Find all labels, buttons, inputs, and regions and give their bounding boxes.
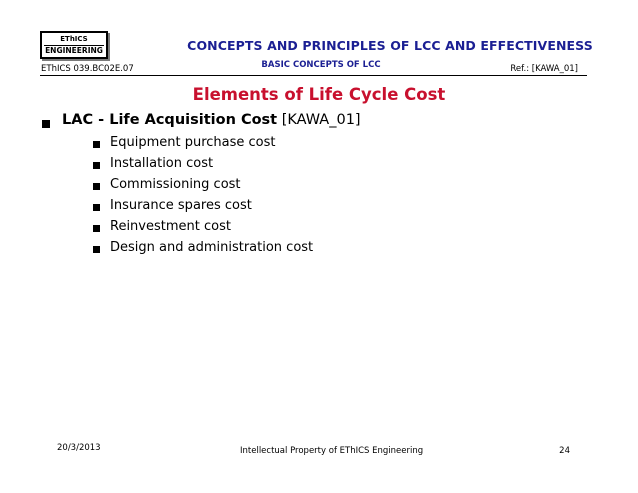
sub-bullet-square-icon (93, 162, 100, 169)
header-divider (40, 75, 587, 76)
sub-bullet-square-icon (93, 225, 100, 232)
main-bullet-text (62, 112, 361, 128)
header-subtitle: BASIC CONCEPTS OF LCC (261, 60, 381, 70)
logo-line-2: ENGINEERING (45, 46, 103, 55)
list-item: Design and administration cost (110, 240, 314, 255)
reference-label: Ref.: [KAWA_01] (510, 64, 578, 74)
slide-title: Elements of Life Cycle Cost (192, 85, 446, 104)
sub-bullet-square-icon (93, 183, 100, 190)
list-item: Equipment purchase cost (110, 135, 276, 150)
main-bullet-square-icon (42, 120, 50, 128)
footer-date: 20/3/2013 (57, 443, 101, 453)
sub-bullet-square-icon (93, 246, 100, 253)
document-code: EThICS 039.BC02E.07 (41, 64, 134, 74)
main-bullet-bold: LAC - Life Acquisition Cost (62, 112, 278, 128)
list-item: Installation cost (110, 156, 214, 171)
logo-line-1: EThICS (60, 35, 88, 43)
footer-copyright: Intellectual Property of EThICS Engineering (240, 446, 424, 456)
list-item: Commissioning cost (110, 177, 241, 192)
sub-bullet-square-icon (93, 204, 100, 211)
list-item: Reinvestment cost (110, 219, 231, 234)
list-item: Insurance spares cost (110, 198, 252, 213)
page-number: 24 (559, 446, 570, 456)
main-bullet-ref: [KAWA_01] (277, 112, 361, 128)
header-title: CONCEPTS AND PRINCIPLES OF LCC AND EFFECTIVENESS (187, 38, 593, 53)
sub-bullet-square-icon (93, 141, 100, 148)
company-logo (40, 31, 108, 59)
